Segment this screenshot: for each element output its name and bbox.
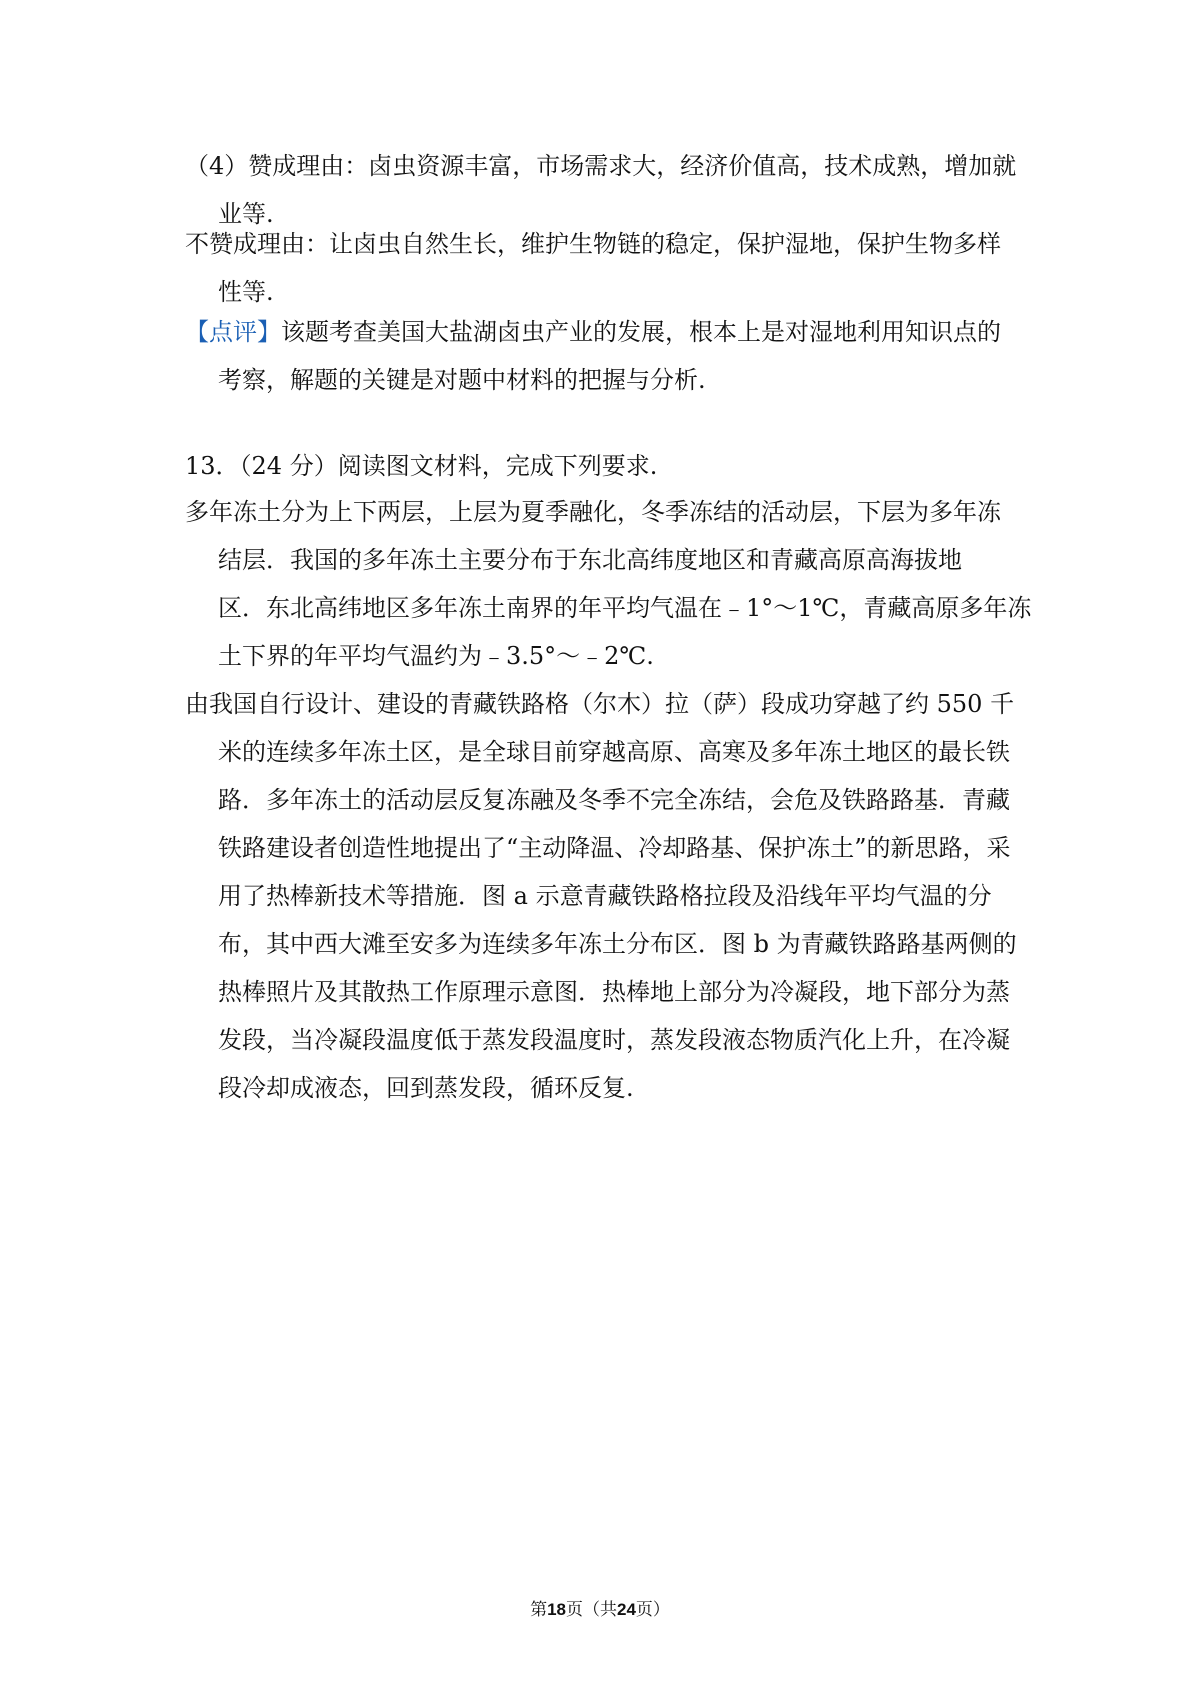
oppose-reasons-paragraph bbox=[185, 220, 1025, 316]
q13-p2-line-1: 由我国自行设计、建设的青藏铁路格（尔木）拉（萨）段成功穿越了约 550 千 bbox=[185, 690, 1015, 718]
footer-total-pages: 24 bbox=[617, 1600, 636, 1619]
q13-p2-line-2: 米的连续多年冻土区，是全球目前穿越高原、高寒及多年冻土地区的最长铁 bbox=[218, 738, 1010, 766]
footer-page-number: 18 bbox=[547, 1600, 566, 1619]
footer-middle: 页（共 bbox=[566, 1600, 617, 1620]
comment-text-1: 该题考查美国大盐湖卤虫产业的发展，根本上是对湿地利用知识点的 bbox=[281, 318, 1001, 346]
comment-line-2: 考察，解题的关键是对题中材料的把握与分析. bbox=[218, 366, 706, 394]
comment-paragraph bbox=[185, 308, 1025, 404]
q13-p2-line-5: 用了热棒新技术等措施．图 a 示意青藏铁路格拉段及沿线年平均气温的分 bbox=[218, 882, 992, 910]
answer-4-line-2: 业等. bbox=[218, 200, 274, 228]
comment-label: 【点评】 bbox=[185, 318, 281, 346]
q13-p2-line-3: 路．多年冻土的活动层反复冻融及冬季不完全冻结，会危及铁路路基．青藏 bbox=[218, 786, 1010, 814]
question-13-paragraph-2 bbox=[185, 680, 1025, 1112]
question-13-heading-text: 13．（24 分）阅读图文材料，完成下列要求. bbox=[185, 452, 658, 480]
footer-prefix: 第 bbox=[530, 1600, 548, 1620]
footer-suffix: 页） bbox=[635, 1600, 670, 1620]
q13-p1-line-1: 多年冻土分为上下两层，上层为夏季融化，冬季冻结的活动层，下层为多年冻 bbox=[185, 498, 1001, 526]
q13-p1-line-2: 结层．我国的多年冻土主要分布于东北高纬度地区和青藏高原高海拔地 bbox=[218, 546, 962, 574]
answer-4-line-1: （4）赞成理由：卤虫资源丰富，市场需求大，经济价值高，技术成熟，增加就 bbox=[185, 152, 1017, 180]
q13-p1-line-4: 土下界的年平均气温约为﹣3.5°～﹣2℃. bbox=[218, 642, 654, 670]
q13-p1-line-3: 区．东北高纬地区多年冻土南界的年平均气温在﹣1°～1℃，青藏高原多年冻 bbox=[218, 594, 1032, 622]
oppose-line-2: 性等. bbox=[218, 278, 274, 306]
oppose-line-1: 不赞成理由：让卤虫自然生长，维护生物链的稳定，保护湿地，保护生物多样 bbox=[185, 230, 1001, 258]
question-13-paragraph-1 bbox=[185, 488, 1032, 680]
q13-p2-line-9: 段冷却成液态，回到蒸发段，循环反复. bbox=[218, 1074, 634, 1102]
page-footer bbox=[0, 1598, 1200, 1622]
q13-p2-line-7: 热棒照片及其散热工作原理示意图．热棒地上部分为冷凝段，地下部分为蒸 bbox=[218, 978, 1010, 1006]
comment-line-1 bbox=[185, 308, 1025, 356]
q13-p2-line-4: 铁路建设者创造性地提出了“主动降温、冷却路基、保护冻土”的新思路，采 bbox=[218, 834, 1011, 862]
question-13-heading bbox=[185, 442, 1025, 490]
q13-p2-line-6: 布，其中西大滩至安多为连续多年冻土分布区．图 b 为青藏铁路路基两侧的 bbox=[218, 930, 1017, 958]
q13-p2-line-8: 发段，当冷凝段温度低于蒸发段温度时，蒸发段液态物质汽化上升，在冷凝 bbox=[218, 1026, 1010, 1054]
